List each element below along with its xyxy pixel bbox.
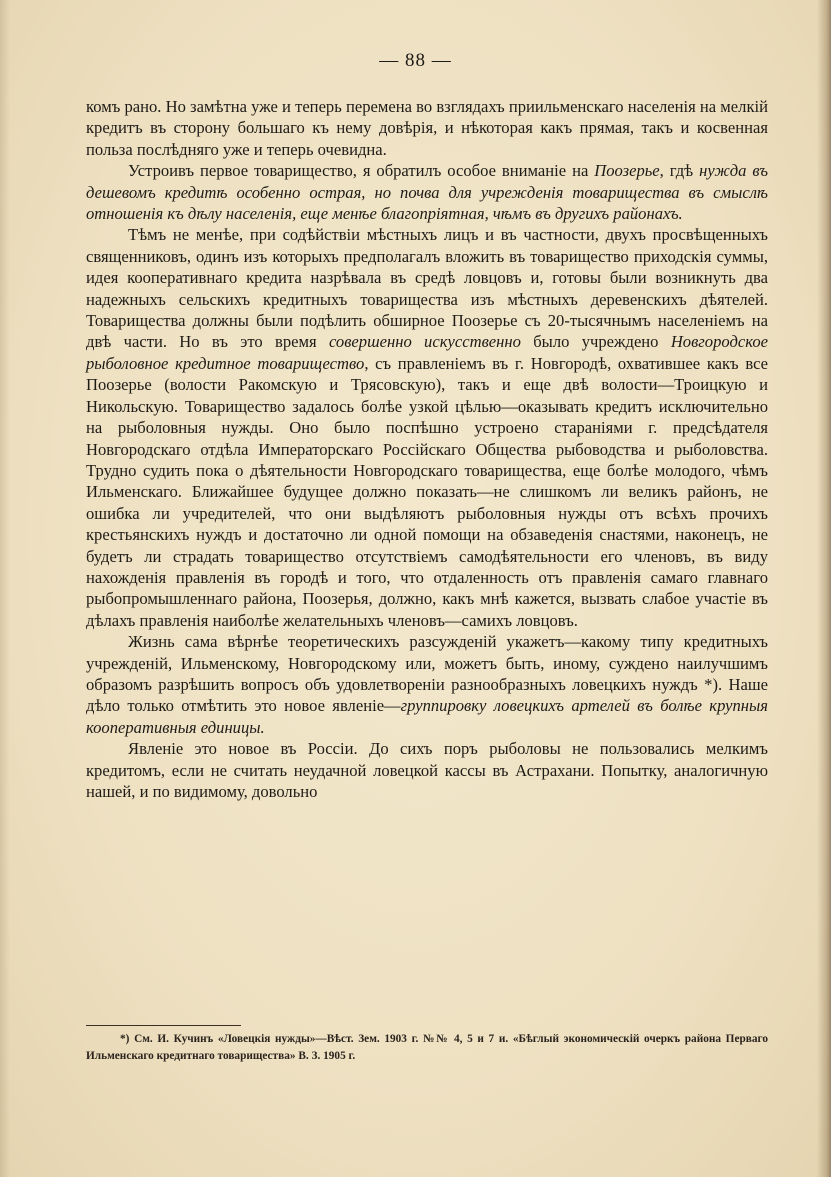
italic-text-run: группировку ловецкихъ артелей въ болѣе крупныя кооперативныя единицы. <box>86 696 768 737</box>
page-edge-shadow-left <box>0 0 10 1177</box>
text-run: Тѣмъ не менѣе, при содѣйствіи мѣстныхъ лицъ и въ частности, двухъ просвѣщенныхъ священниковъ, одинъ изъ которыхъ предполагалъ вложить въ товарищество приходскія суммы, идея кооперативнаго кредита назрѣвала въ средѣ ловцовъ и, готовы были возникнуть два надежныхъ сельскихъ кредитныхъ товарищества изъ мѣстныхъ деревенскихъ дѣятелей. Товарищества должны были подѣлить обширное Поозерье съ 20-тысячнымъ населеніемъ на двѣ части. Но въ это время <box>86 225 768 352</box>
italic-text-run: совершенно искусственно <box>328 332 521 352</box>
italic-text-run: Новгородское рыболовное кредитное товарищество <box>86 332 768 373</box>
text-run: комъ рано. Но замѣтна уже и теперь перемена во взглядахъ приильменскаго населенія на мелкій кредитъ въ сторону большаго къ нему довѣрія, и нѣкоторая какъ прямая, такъ и косвенная польза послѣдняго уже и теперь очевидна. <box>86 97 768 159</box>
paragraph <box>86 738 768 802</box>
text-run: , съ правленіемъ въ г. Новгородѣ, охватившее какъ все Поозерье (волости Ракомскую и Трясовскую), такъ и еще двѣ волости—Троицкую и Никольскую. Товарищество задалось болѣе узкой цѣлью—оказывать кредитъ исключительно на рыболовныя нужды. Оно было поспѣшно устроено стараніями г. предсѣдателя Новгородскаго отдѣла Императорскаго Россійскаго Общества рыбоводства и рыболовства. Трудно судить пока о дѣятельности Новгородскаго товарищества, еще болѣе молодого, чѣмъ Ильменскаго. Ближайшее будущее должно показать—не слишкомъ ли великъ районъ, не ошибка ли учредителей, что они выдѣляютъ рыболовныя нужды отъ всѣхъ прочихъ крестьянскихъ нуждъ и достаточно ли одной помощи на обзаведенія снастями, наконецъ, не будетъ ли страдать товарищество отсутствіемъ самодѣятельности его членовъ, въ виду нахожденія правленія въ городѣ и того, что отдаленность отъ правленія самаго главнаго рыбопромышленнаго района, Поозерья, должно, какъ мнѣ кажется, вызвать слабое участіе въ дѣлахъ правленія наиболѣе желательныхъ членовъ—самихъ ловцовъ. <box>86 353 769 630</box>
body-text <box>86 96 768 802</box>
text-run: было учреждено <box>520 332 671 352</box>
paragraph <box>86 224 768 631</box>
italic-text-run: нужда въ дешевомъ кредитѣ особенно острая, но почва для учрежденія товарищества въ смыслѣ отношенія къ дѣлу населенія, еще менѣе благопріятная, чѣмъ въ другихъ районахъ. <box>86 161 768 224</box>
text-run: , гдѣ <box>659 161 700 181</box>
text-run: Устроивъ первое товарищество, я обратилъ особое вниманіе на <box>128 161 595 181</box>
footnote: *) См. И. Кучинъ «Ловецкія нужды»—Вѣст. Зем. 1903 г. №№ 4, 5 и 7 и. «Бѣглый экономическій очеркъ района Перваго Ильменскаго кредитнаго товарищества» В. З. 1905 г. <box>86 1033 768 1062</box>
page-number: — 88 — <box>379 50 452 71</box>
paragraph <box>86 96 768 160</box>
footnote-rule <box>86 1025 241 1026</box>
text-run: Явленіе это новое въ Россіи. До сихъ поръ рыболовы не пользовались мелкимъ кредитомъ, если не считать неудачной ловецкой кассы въ Астрахани. Попытку, аналогичную нашей, и по видимому, довольно <box>86 739 768 801</box>
italic-text-run: Поозерье <box>594 161 660 181</box>
text-run: Жизнь сама вѣрнѣе теоретическихъ разсужденій укажетъ—какому типу кредитныхъ учрежденій, Ильменскому, Новгородскому или, можетъ быть, иному, суждено наилучшимъ образомъ разрѣшить вопросъ объ удовлетвореніи разнообразныхъ ловецкихъ нуждъ *). Наше дѣло только отмѣтить это новое явленіе— <box>86 632 768 716</box>
page-edge-shadow-right <box>817 0 831 1177</box>
paragraph <box>86 631 768 738</box>
paragraph <box>86 160 768 224</box>
